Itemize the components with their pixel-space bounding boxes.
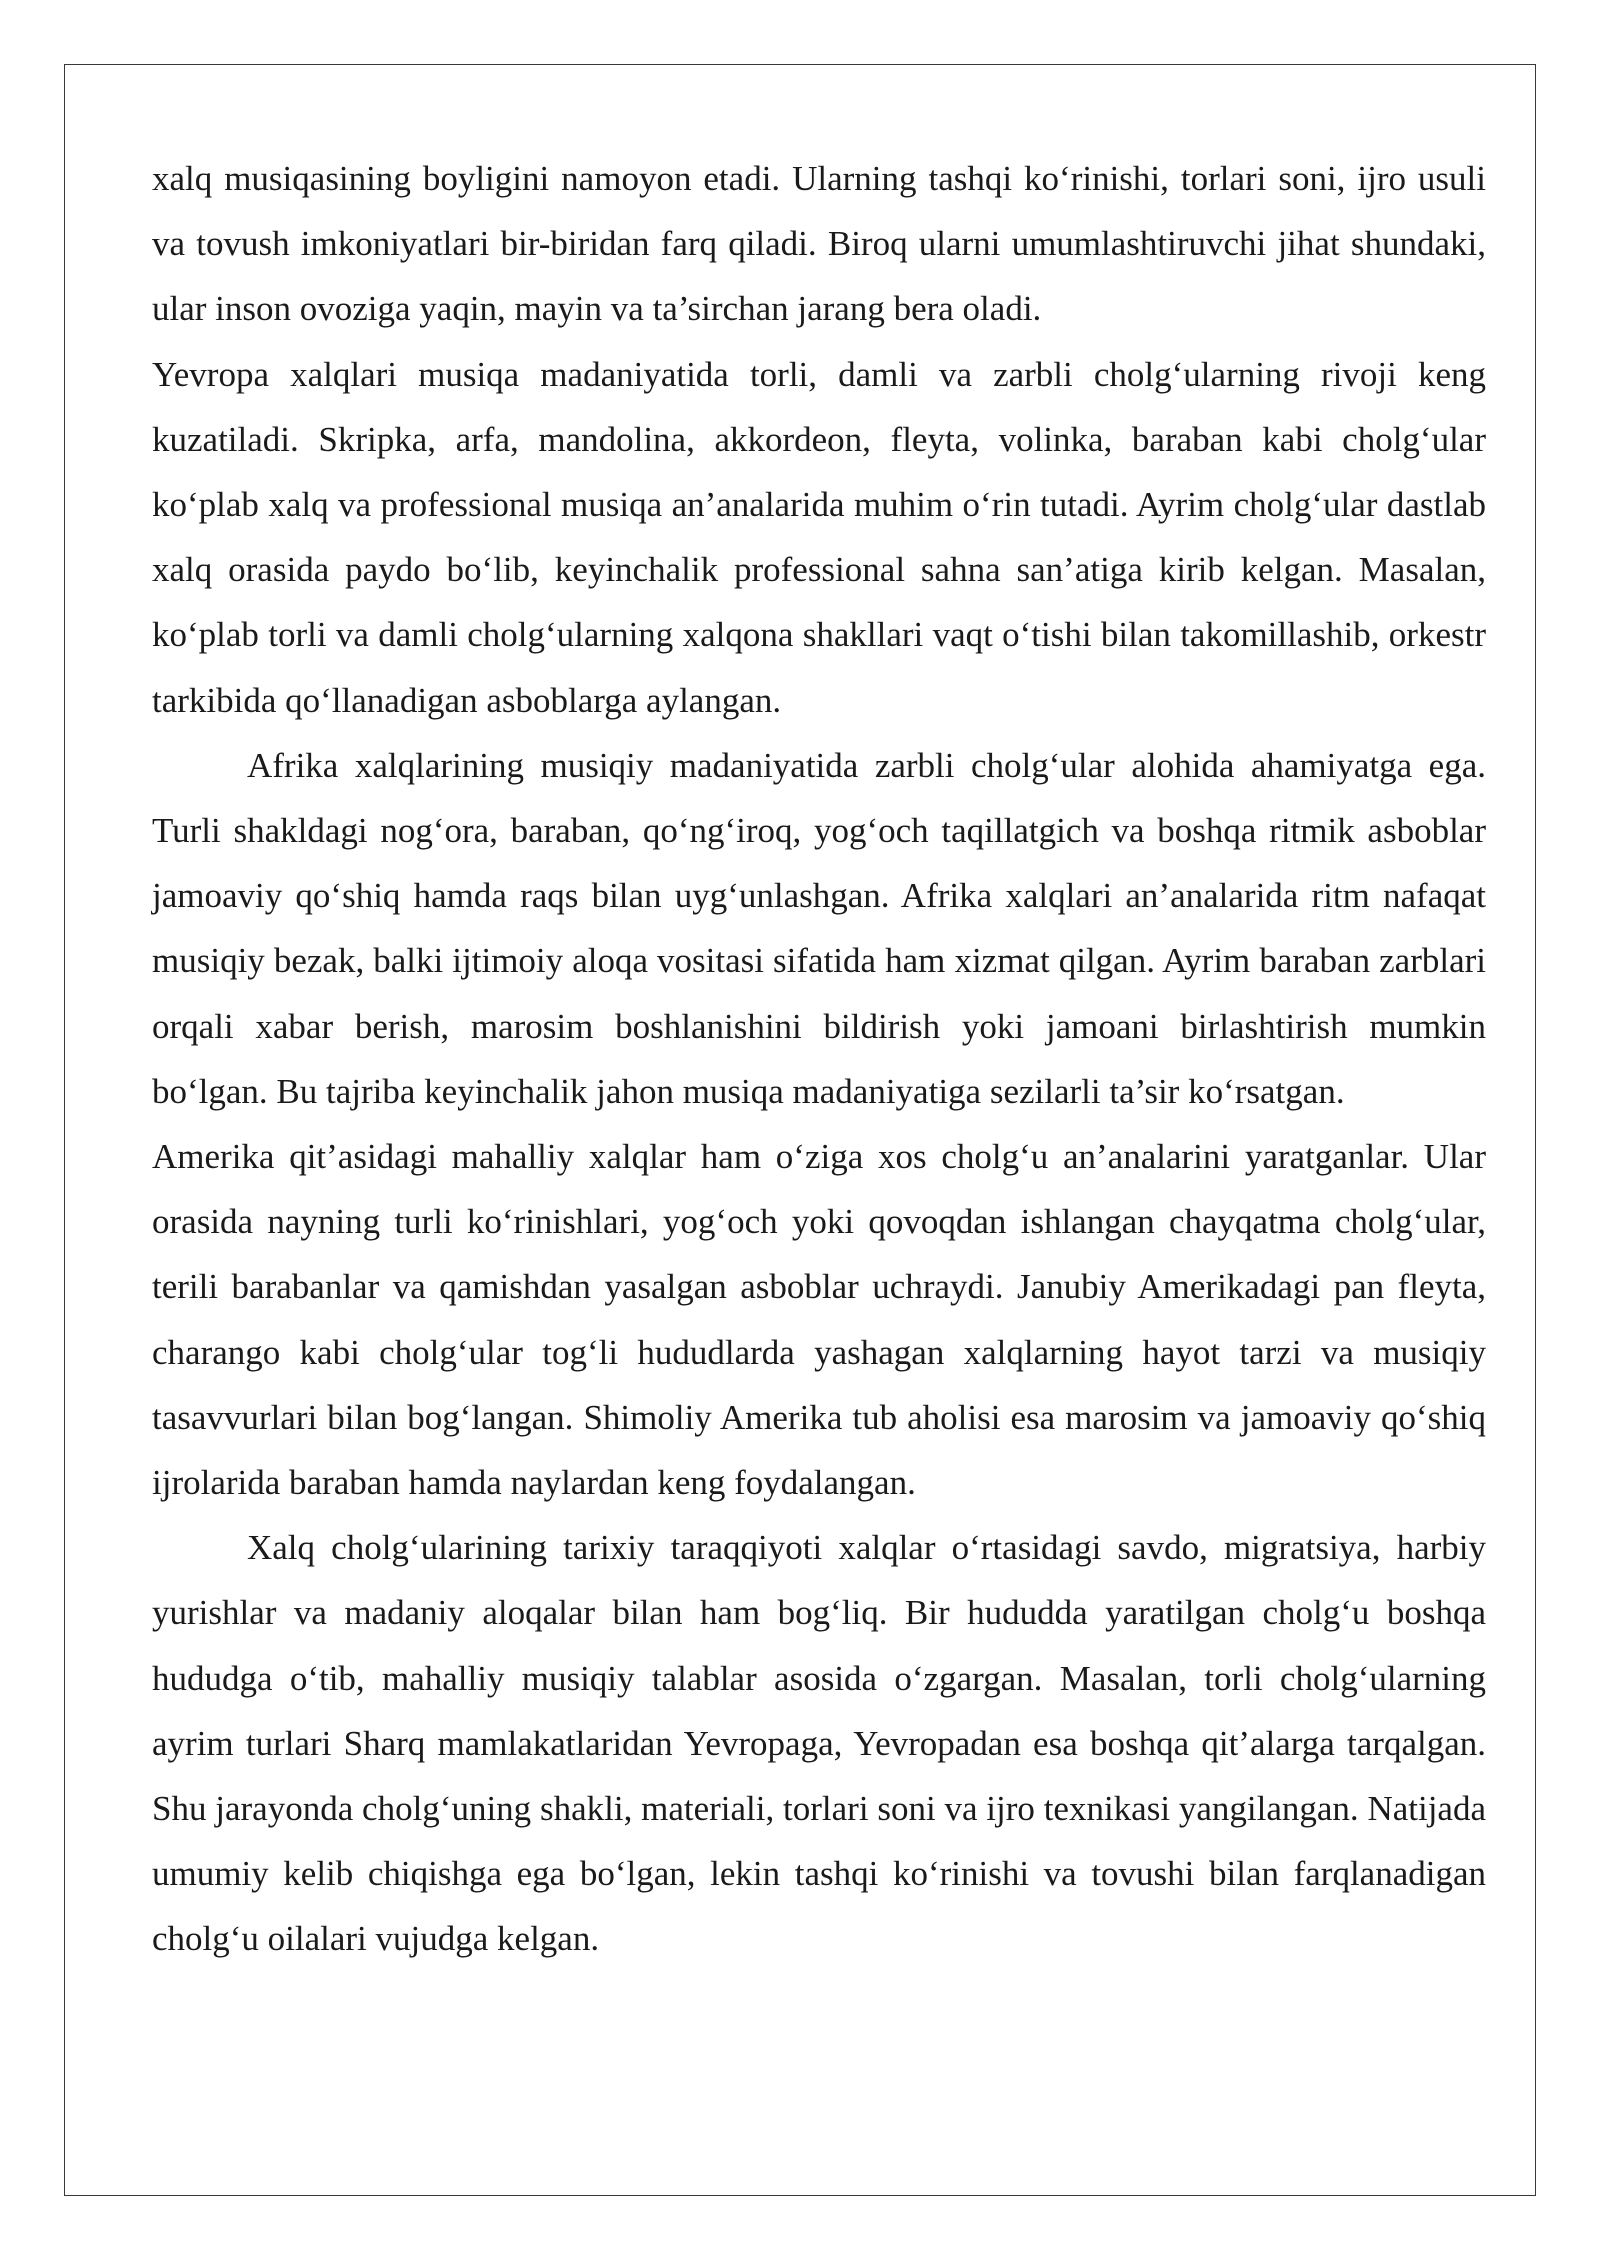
paragraph-1: xalq musiqasining boyligini namoyon etadi. Ularning tashqi ko‘rinishi, torlari soni, ijro usuli va tovush imkoniyatlari bir-biridan farq qiladi. Biroq ularni umumlashtiruvchi jihat shundaki, ular inson ovoziga yaqin, mayin va ta’sirchan jarang bera oladi. xyxy=(152,159,1486,329)
document-body xyxy=(152,146,1486,1972)
paragraph-3: Afrika xalqlarining musiqiy madaniyatida zarbli cholg‘ular alohida ahamiyatga ega. Turli shakldagi nog‘ora, baraban, qo‘ng‘iroq, yog‘och taqillatgich va boshqa ritmik asboblar jamoaviy qo‘shiq hamda raqs bilan uyg‘unlashgan. Afrika xalqlari an’analarida ritm nafaqat musiqiy bezak, balki ijtimoiy aloqa vositasi sifatida ham xizmat qilgan. Ayrim baraban zarblari orqali xabar berish, marosim boshlanishini bildirish yoki jamoani birlashtirish mumkin bo‘lgan. Bu tajriba keyinchalik jahon musiqa madaniyatiga sezilarli ta’sir ko‘rsatgan. xyxy=(152,745,1486,1111)
paragraph-4: Amerika qit’asidagi mahalliy xalqlar ham o‘ziga xos cholg‘u an’analarini yaratganlar. Ular orasida nayning turli ko‘rinishlari, yog‘och yoki qovoqdan ishlangan chayqatma cholg‘ular, terili barabanlar va qamishdan yasalgan asboblar uchraydi. Janubiy Amerikadagi pan fleyta, charango kabi cholg‘ular tog‘li hududlarda yashagan xalqlarning hayot tarzi va musiqiy tasavvurlari bilan bog‘langan. Shimoliy Amerika tub aholisi esa marosim va jamoaviy qo‘shiq ijrolarida baraban hamda naylardan keng foydalangan. xyxy=(152,1137,1486,1503)
paragraph-5: Xalq cholg‘ularining tarixiy taraqqiyoti xalqlar o‘rtasidagi savdo, migratsiya, harbiy yurishlar va madaniy aloqalar bilan ham bog‘liq. Bir hududda yaratilgan cholg‘u boshqa hududga o‘tib, mahalliy musiqiy talablar asosida o‘zgargan. Masalan, torli cholg‘ularning ayrim turlari Sharq mamlakatlaridan Yevropaga, Yevropadan esa boshqa qit’alarga tarqalgan. Shu jarayonda cholg‘uning shakli, materiali, torlari soni va ijro texnikasi yangilangan. Natijada umumiy kelib chiqishga ega bo‘lgan, lekin tashqi ko‘rinishi va tovushi bilan farqlanadigan cholg‘u oilalari vujudga kelgan. xyxy=(152,1528,1486,1959)
paragraph-2: Yevropa xalqlari musiqa madaniyatida torli, damli va zarbli cholg‘ularning rivoji keng kuzatiladi. Skripka, arfa, mandolina, akkordeon, fleyta, volinka, baraban kabi cholg‘ular ko‘plab xalq va professional musiqa an’analarida muhim o‘rin tutadi. Ayrim cholg‘ular dastlab xalq orasida paydo bo‘lib, keyinchalik professional sahna san’atiga kirib kelgan. Masalan, ko‘plab torli va damli cholg‘ularning xalqona shakllari vaqt o‘tishi bilan takomillashib, orkestr tarkibida qo‘llanadigan asboblarga aylangan. xyxy=(152,354,1486,720)
